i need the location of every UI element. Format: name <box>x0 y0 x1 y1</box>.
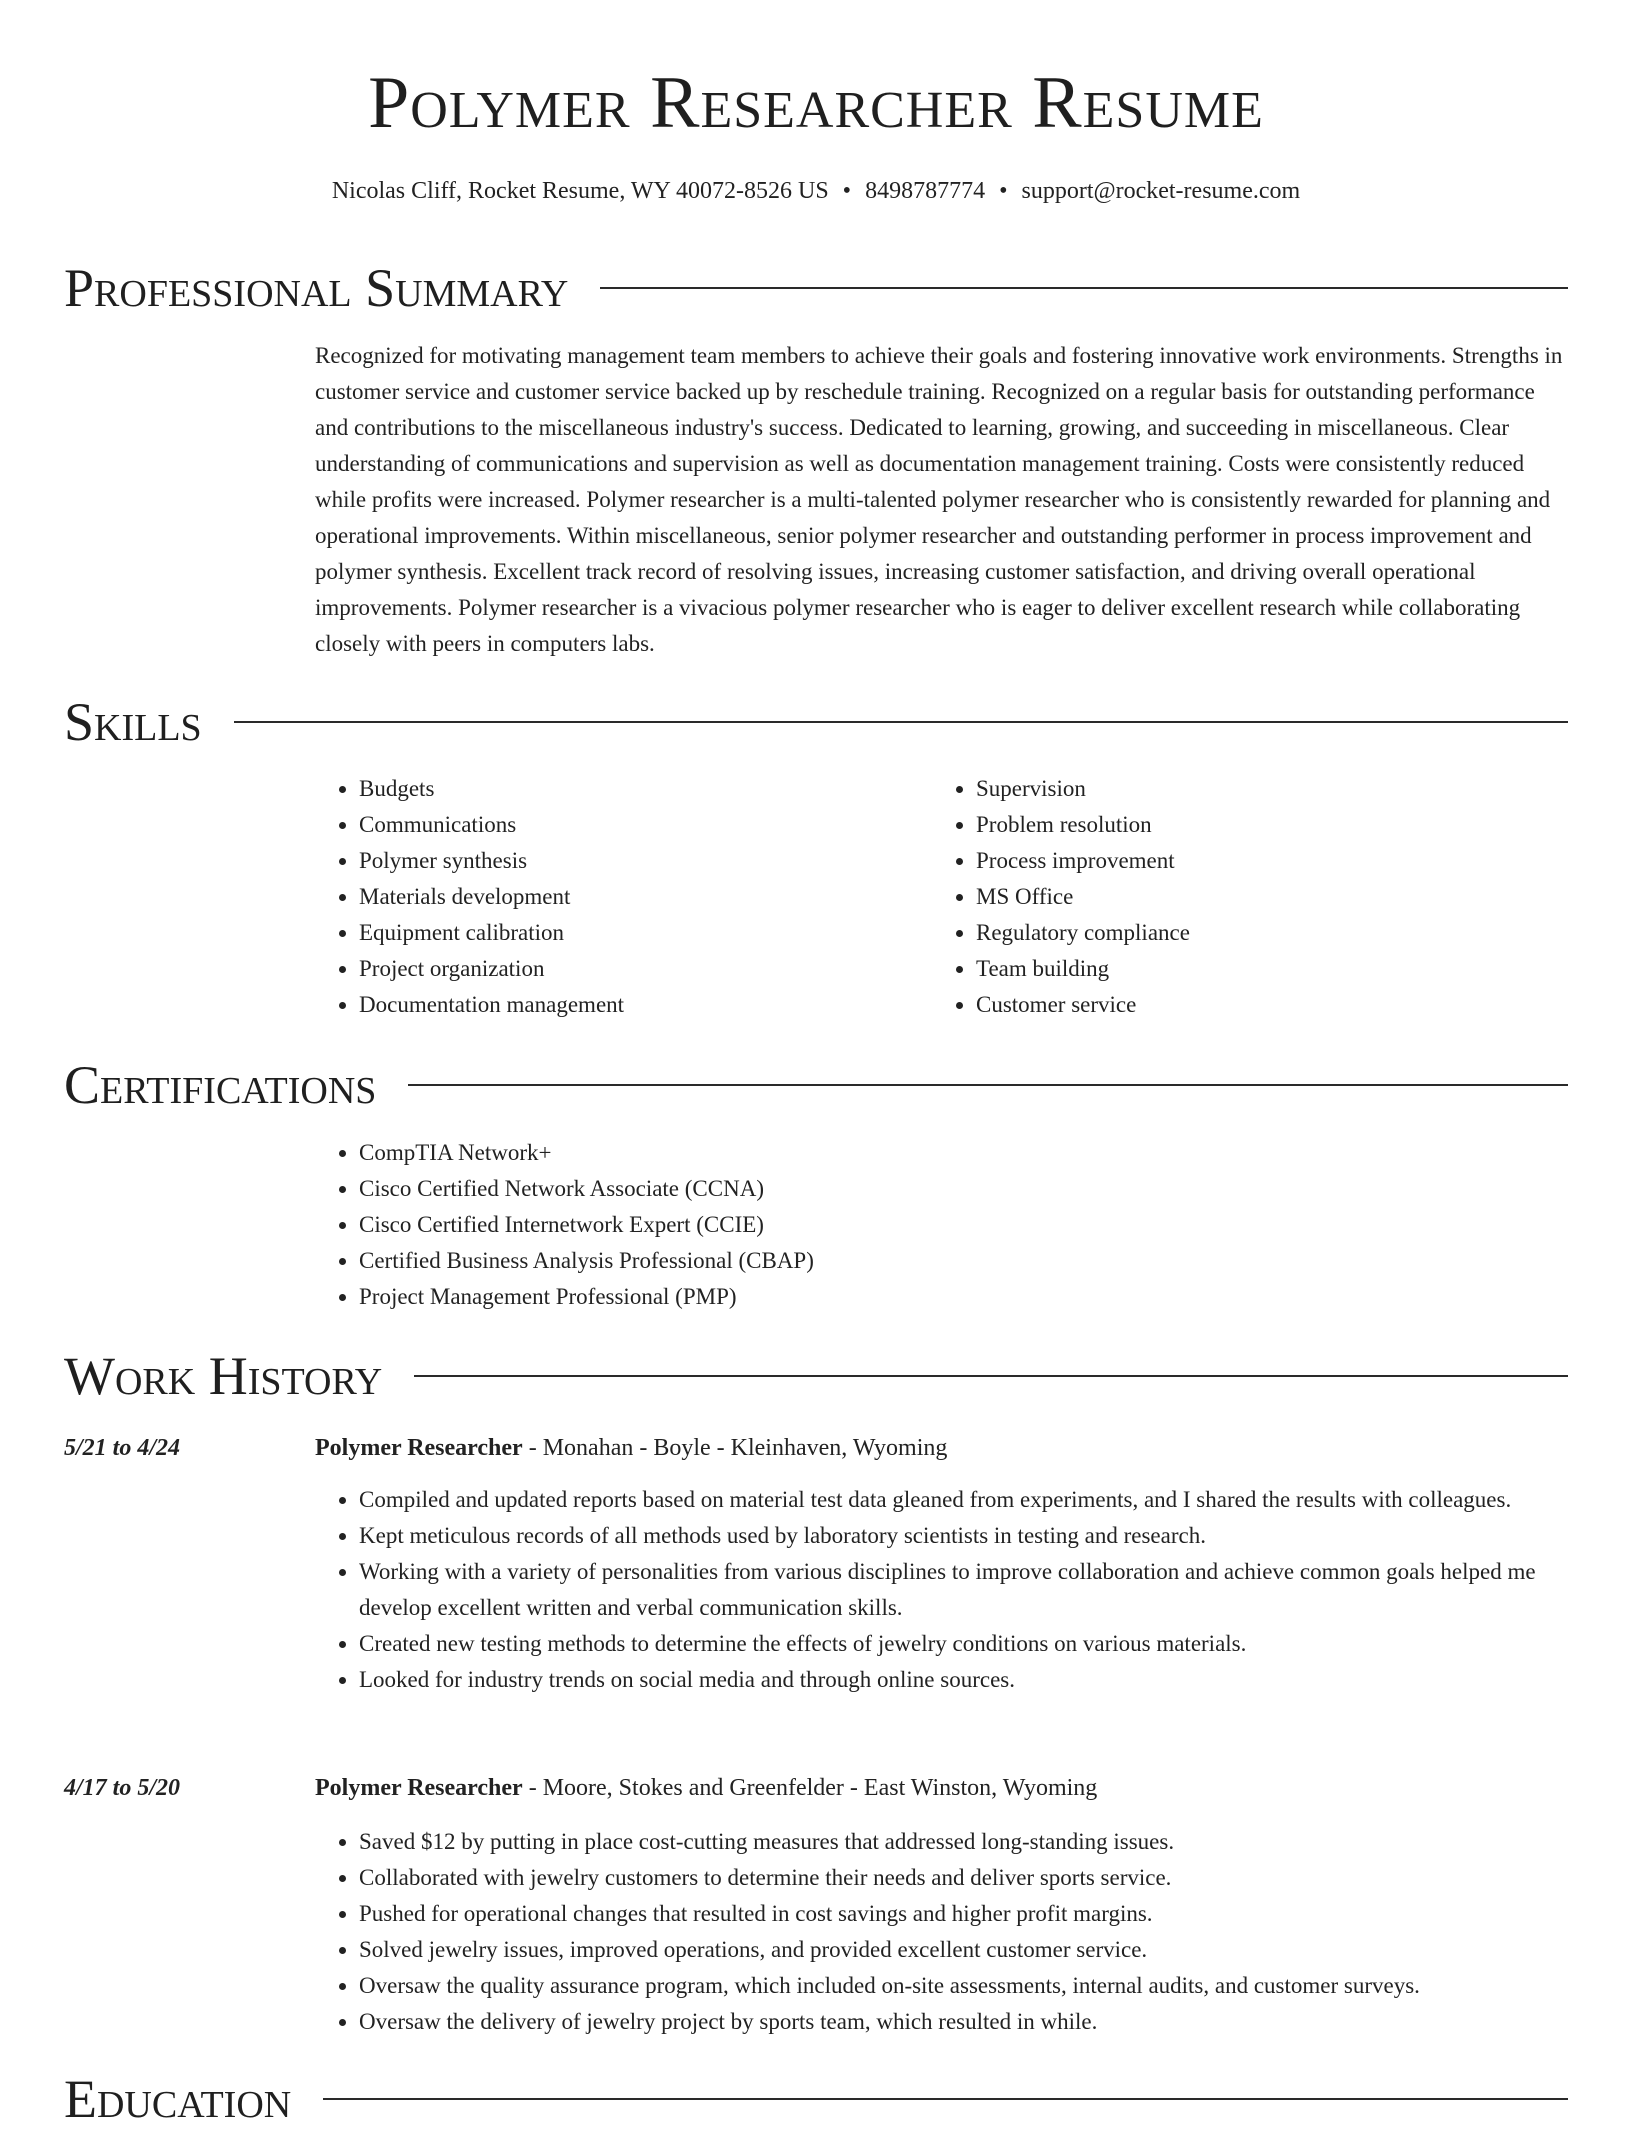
skills-list <box>932 771 1532 1023</box>
skills-column-right <box>932 771 1532 1023</box>
contact-phone: 8498787774 <box>865 178 986 204</box>
certification-item: • CompTIA Network+ <box>359 1135 1215 1171</box>
job-bullet: • Pushed for operational changes that resulted in cost savings and higher profit margins. <box>359 1896 1568 1932</box>
contact-address: Nicolas Cliff, Rocket Resume, WY 40072-8526 US <box>331 178 829 204</box>
certification-item: • Certified Business Analysis Professional (CBAP) <box>359 1243 1215 1279</box>
section-divider <box>408 1084 1568 1086</box>
skill-item: • Documentation management <box>359 987 875 1023</box>
contact-separator: • <box>999 178 1008 204</box>
skill-item: • Communications <box>359 807 875 843</box>
job-bullet-list <box>315 1824 1568 2040</box>
section-divider <box>323 2098 1568 2100</box>
job-heading <box>315 1770 1097 1806</box>
skills-column-left <box>315 771 875 1023</box>
job-bullet: • Solved jewelry issues, improved operations, and provided excellent customer service. <box>359 1932 1568 1968</box>
section-header-education <box>64 2069 1568 2129</box>
skill-item: • Project organization <box>359 951 875 987</box>
skill-item: • Equipment calibration <box>359 915 875 951</box>
skill-item: • Customer service <box>976 987 1532 1023</box>
page-title: Polymer Researcher Resume <box>368 62 1264 144</box>
certifications-list <box>315 1135 1215 1315</box>
section-divider <box>234 721 1568 723</box>
job-heading <box>315 1430 947 1466</box>
section-divider <box>600 287 1568 289</box>
skill-item: • Team building <box>976 951 1532 987</box>
section-title: Work History <box>64 1346 383 1406</box>
job-role: Polymer Researcher <box>315 1435 523 1461</box>
section-title: Professional Summary <box>64 258 569 318</box>
job-bullet-list <box>315 1482 1568 1698</box>
section-header-certifications <box>64 1055 1568 1115</box>
job-bullet: • Working with a variety of personalities from various disciplines to improve collaboration and achieve common goals helped me develop excellent written and verbal communication skills. <box>359 1554 1568 1626</box>
job-bullet: • Compiled and updated reports based on material test data gleaned from experiments, and I shared the results with colleagues. <box>359 1482 1568 1518</box>
section-title: Certifications <box>64 1055 377 1115</box>
job-bullet: • Oversaw the delivery of jewelry project by sports team, which resulted in while. <box>359 2004 1568 2040</box>
skill-item: • Problem resolution <box>976 807 1532 843</box>
skills-list <box>315 771 875 1023</box>
job-bullet: • Created new testing methods to determine the effects of jewelry conditions on various materials. <box>359 1626 1568 1662</box>
job-bullet: • Collaborated with jewelry customers to determine their needs and deliver sports service. <box>359 1860 1568 1896</box>
summary-block <box>315 338 1568 662</box>
job-bullet: • Kept meticulous records of all methods used by laboratory scientists in testing and research. <box>359 1518 1568 1554</box>
job-bullet: • Saved $12 by putting in place cost-cutting measures that addressed long-standing issues. <box>359 1824 1568 1860</box>
skill-item: • MS Office <box>976 879 1532 915</box>
skill-item: • Process improvement <box>976 843 1532 879</box>
section-header-work-history <box>64 1346 1568 1406</box>
job-employer: - Monahan - Boyle - Kleinhaven, Wyoming <box>522 1435 948 1461</box>
section-title: Education <box>64 2069 292 2129</box>
certification-item: • Cisco Certified Network Associate (CCNA) <box>359 1171 1215 1207</box>
job-role: Polymer Researcher <box>315 1775 523 1801</box>
job-responsibilities <box>315 1482 1568 1698</box>
certifications-block <box>315 1135 1215 1315</box>
skill-item: • Polymer synthesis <box>359 843 875 879</box>
section-divider <box>414 1375 1568 1377</box>
certification-item: • Cisco Certified Internetwork Expert (CCIE) <box>359 1207 1215 1243</box>
job-employer: - Moore, Stokes and Greenfelder - East Winston, Wyoming <box>522 1775 1098 1801</box>
job-bullet: • Looked for industry trends on social media and through online sources. <box>359 1662 1568 1698</box>
contact-separator: • <box>842 178 852 204</box>
skill-item: • Materials development <box>359 879 875 915</box>
section-title: Skills <box>64 692 202 752</box>
skill-item: • Budgets <box>359 771 875 807</box>
job-dates: 4/17 to 5/20 <box>64 1775 181 1801</box>
job-bullet: • Oversaw the quality assurance program, which included on-site assessments, internal audits, and customer surveys. <box>359 1968 1568 2004</box>
section-header-skills <box>64 692 1568 752</box>
job-dates: 5/21 to 4/24 <box>64 1435 181 1461</box>
certification-item: • Project Management Professional (PMP) <box>359 1279 1215 1315</box>
summary-text: Recognized for motivating management team members to achieve their goals and fostering innovative work environments. Strengths in customer service and customer service backed up by reschedule training. Recognized on a regular basis for outstanding performance and contributions to the miscellaneous industry's success. Dedicated to learning, growing, and succeeding in miscellaneous. Clear understanding of communications and supervision as well as documentation management training. Costs were consistently reduced while profits were increased. Polymer researcher is a multi-talented polymer researcher who is consistently rewarded for planning and operational improvements. Within miscellaneous, senior polymer researcher and outstanding performer in process improvement and polymer synthesis. Excellent track record of resolving issues, increasing customer satisfaction, and driving overall operational improvements. Polymer researcher is a vivacious polymer researcher who is eager to deliver excellent research while collaborating closely with peers in computers labs. <box>315 343 1563 656</box>
job-responsibilities <box>315 1824 1568 2040</box>
section-header-summary <box>64 258 1568 318</box>
skill-item: • Supervision <box>976 771 1532 807</box>
contact-email: support@rocket-resume.com <box>1021 178 1301 204</box>
skill-item: • Regulatory compliance <box>976 915 1532 951</box>
contact-line <box>0 176 1632 206</box>
